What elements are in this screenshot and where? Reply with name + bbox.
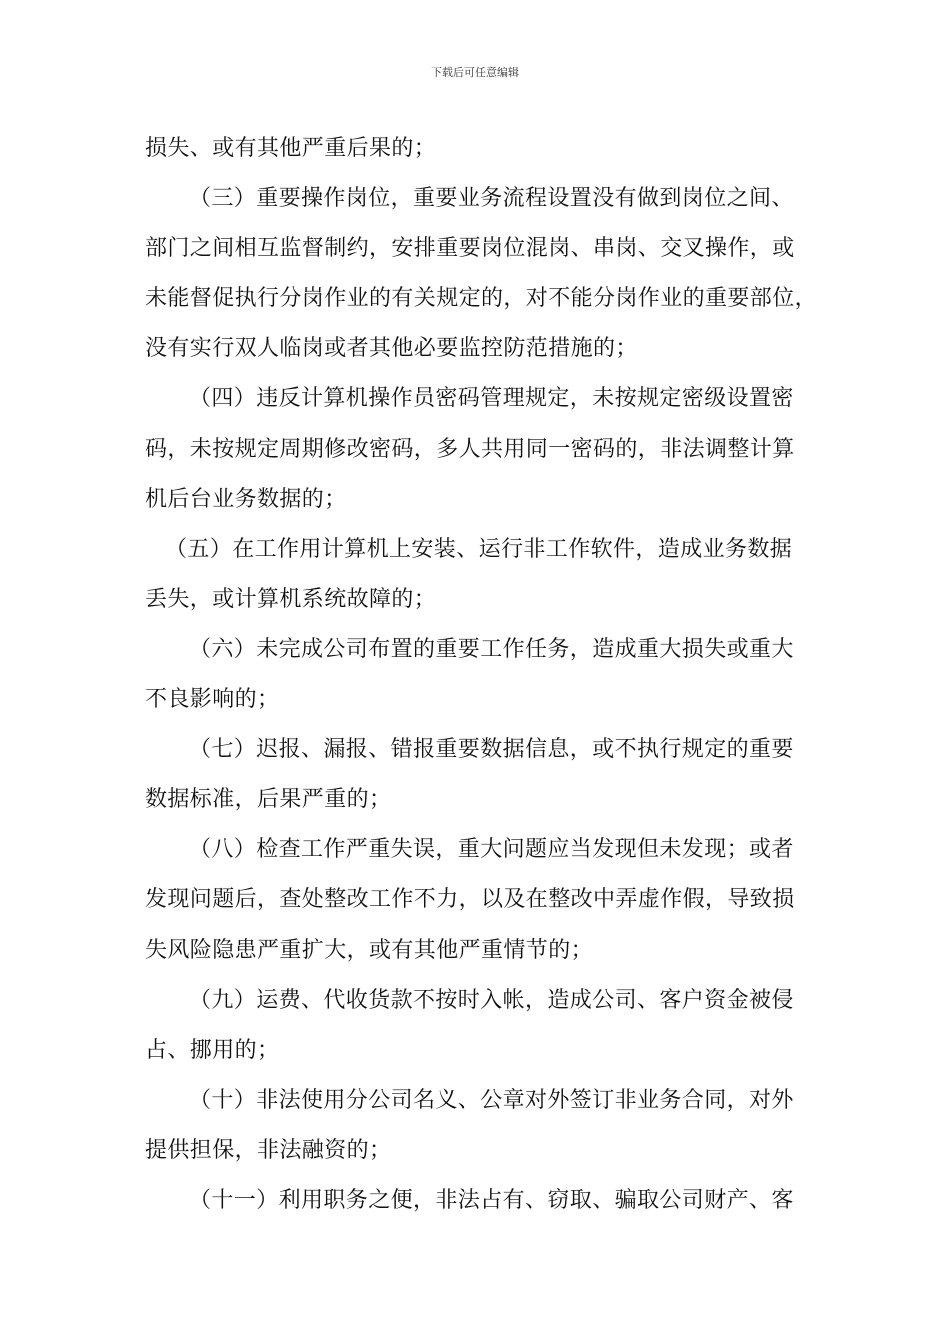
- text-line: 失风险隐患严重扩大，或有其他严重情节的；: [145, 937, 594, 963]
- text-line: 没有实行双人临岗或者其他必要监控防范措施的；: [145, 336, 638, 362]
- text-line: （十一）利用职务之便，非法占有、窃取、骗取公司财产、客: [189, 1187, 794, 1213]
- document-body: [145, 131, 818, 1233]
- text-line: （五）在工作用计算机上安装、运行非工作软件，造成业务数据: [165, 536, 793, 562]
- text-line: 未能督促执行分岗作业的有关规定的，对不能分岗作业的重要部位，: [145, 286, 818, 312]
- text-line: （六）未完成公司布置的重要工作任务，造成重大损失或重大: [189, 636, 794, 662]
- text-line: （九）运费、代收货款不按时入帐，造成公司、客户资金被侵: [189, 987, 794, 1013]
- text-line: 损失、或有其他严重后果的；: [145, 136, 437, 161]
- text-line: （三）重要操作岗位，重要业务流程设置没有做到岗位之间、: [189, 186, 794, 212]
- text-line: 不良影响的；: [145, 687, 280, 713]
- text-line: 机后台业务数据的；: [145, 486, 347, 512]
- text-line: 数据标准，后果严重的；: [145, 787, 392, 813]
- text-line: （八）检查工作严重失误，重大问题应当发现但未发现；或者: [189, 837, 794, 863]
- text-line: 占、挪用的；: [145, 1037, 280, 1063]
- text-line: （四）违反计算机操作员密码管理规定，未按规定密级设置密: [189, 386, 794, 412]
- text-line: 提供担保，非法融资的；: [145, 1137, 392, 1163]
- page-header: 下载后可任意编辑: [431, 66, 519, 79]
- text-line: 部门之间相互监督制约，安排重要岗位混岗、串岗、交叉操作，或: [145, 236, 795, 262]
- text-line: （七）迟报、漏报、错报重要数据信息，或不执行规定的重要: [189, 737, 794, 763]
- text-line: 码，未按规定周期修改密码，多人共用同一密码的，非法调整计算: [145, 436, 795, 462]
- text-line: 发现问题后，查处整改工作不力，以及在整改中弄虚作假，导致损: [145, 887, 795, 913]
- text-line: （十）非法使用分公司名义、公章对外签订非业务合同，对外: [189, 1087, 794, 1113]
- text-line: 丢失，或计算机系统故障的；: [145, 586, 437, 612]
